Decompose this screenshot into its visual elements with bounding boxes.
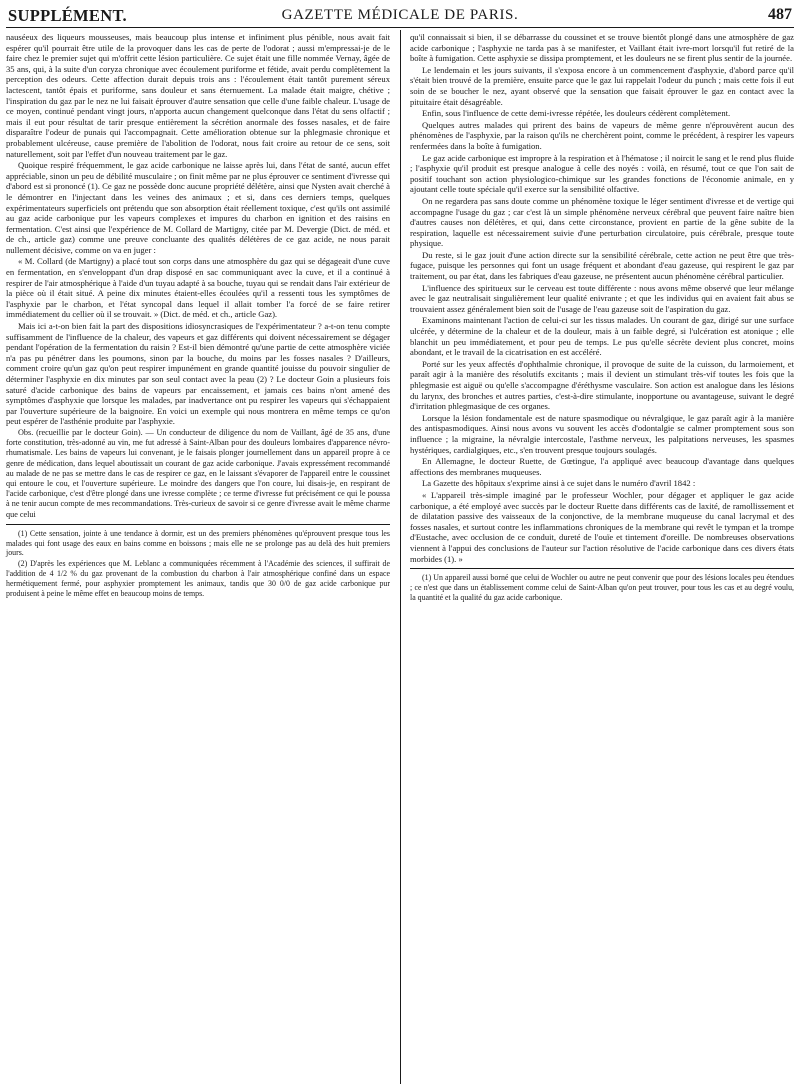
- observation-paragraph: Obs. (recueillie par le docteur Goin). — Un conducteur de diligence du nom de Vaillant, âgé de 35 ans, d'une forte constitution, très-adonné au vin, me fut adressé à Saint-Alban pour des douleurs lombaires d'apparence névro-rhumatismale. Les bains de vapeurs lui convenant, je le faisais plonger journellement dans un appareil propre à ce genre de médication, dans lequel aboutissait un courant de gaz acide carbonique. J'avais expressément recommandé au malade de ne pas se mettre dans le cas de respirer ce gaz, en le laissant s'évaporer de l'appareil entre le coussinet qui entoure le cou, et l'ouverture supérieure. Le moindre des dangers que l'on coure, lui disais-je, en respirant de l'acide carbonique, c'est d'être plongé dans une ivresse complète ; ce terme d'ivresse fut précisément ce qui le poussa à ne tenir aucun compte de mes recommandations. Très-curieux de savoir si ce genre d'ivresse avait le même charme que celui: [6, 427, 390, 519]
- right-paragraph: Enfin, sous l'influence de cette demi-ivresse répétée, les douleurs cédèrent complètement.: [422, 108, 731, 119]
- right-paragraph: L'influence des spiritueux sur le cerveau est toute différente : nous avons même observé que leur mélange avec le gaz neutralisait singulièrement leur qualité enivrante ; et que les individus qui en avaient fait abus se trouvaient assez généralement bien soit de l'usage de l'eau gazeuse soit de l'aspiration du gaz.: [410, 282, 794, 314]
- right-paragraph: Examinons maintenant l'action de celui-ci sur les tissus malades. Un courant de gaz, dirigé sur une surface ulcérée, y détermine de la chaleur et de la douleur, mais à un faible degré, si l'ulcération est atonique ; elle blanchit un peu immédiatement, et pour peu de temps. Le pus qu'elle sécrète devient plus concret, moins abondant, et le travail de la cicatrisation en est accéléré.: [410, 315, 794, 358]
- page-number: 487: [768, 6, 792, 23]
- right-paragraph: qu'il connaissait si bien, il se débarrasse du coussinet et se trouve bientôt plongé dans une atmosphère de gaz acide carbonique ; l'asphyxie ne tarda pas à se manifester, et Vaillant était ivre-mort lorsqu'il fut retiré de la boîte à fumigation. Cette asphyxie se dissipa promptement, et les douleurs ne se firent plus sentir de la journée.: [410, 32, 794, 64]
- right-paragraph: La Gazette des hôpitaux s'exprime ainsi à ce sujet dans le numéro d'avril 1842 :: [422, 478, 696, 489]
- footnote: (1) Un appareil aussi borné que celui de Wochler ou autre ne peut convenir que pour des lésions locales peu étendues ; ce n'est que dans un établissement comme celui de Saint-Alban qu'on peut trouver, pour tous les cas et au degré voulu, la quantité et la qualité du gaz acide carbonique.: [410, 573, 794, 602]
- right-paragraph: En Allemagne, le docteur Ruette, de Gœtingue, l'a appliqué avec beaucoup d'avantage dans quelques affections des membranes muqueuses.: [410, 456, 794, 477]
- supplement-label: SUPPLÉMENT.: [8, 6, 127, 25]
- right-paragraph: Lorsque la lésion fondamentale est de nature spasmodique ou névralgique, le gaz paraît agir à la manière des antispasmodiques. Ainsi nous avons vu souvent les accès d'odontalgie se calmer promptement sous son influence ; la migraine, la névralgie intercostale, l'asthme nerveux, les palpitations nerveuses, les spasmes hystériques, cardialgiques, etc., s'en trouvent presque toujours soulagés.: [410, 412, 794, 455]
- footnote: (2) D'après les expériences que M. Leblanc a communiquées récemment à l'Académie des sciences, il suffirait de l'addition de 4 1/2 % du gaz provenant de la combustion du charbon à l'air atmosphérique confiné dans un espace hermétiquement fermé, pour asphyxier promptement les animaux, tandis que 30 0/0 de gaz acide carbonique pur produisent à peine le même effet en beaucoup moins de temps.: [6, 559, 390, 598]
- footnote-rule: [410, 568, 794, 569]
- right-paragraph: Quelques autres malades qui prirent des bains de vapeurs de même genre n'éprouvèrent aucun des phénomènes de l'asphyxie, par la raison qu'ils ne cherchèrent point, comme le précédent, à respirer les vapeurs renfermées dans la boîte à fumigation.: [410, 119, 794, 151]
- left-paragraph: Quoique respiré fréquemment, le gaz acide carbonique ne laisse après lui, dans l'état de santé, aucun effet appréciable, sinon un peu de débilité musculaire ; on finit même par ne plus éprouver ce sentiment d'ivresse qui d'abord est si prononcé (1). Ce gaz ne possède donc aucune propriété délétère, ainsi que Nysten avait cherché à le démontrer en l'injectant dans les veines des animaux ; et si, dans ces derniers temps, quelques expérimentateurs superficiels ont prétendu que son absorption était réellement toxique, c'est qu'ils ont assimilé au gaz acide carbonique pur les vapeurs complexes et impures du charbon en ignition et des raisins en fermentation. C'est ainsi que l'expérience de M. Collard de Martigny, citée par M. Devergie (Dict. de méd. et de ch., article gaz) comme une preuve concluante des qualités délétères de ce gaz acide, ne nous parait nullement décisive, comme on va en juger :: [6, 160, 390, 255]
- footnote: (1) Cette sensation, jointe à une tendance à dormir, est un des premiers phénomènes qu'éprouvent presque tous les malades qui font usage des eaux en bains comme en boissons ; mais elle ne se prolonge pas au delà des huit premiers jours.: [6, 528, 390, 558]
- column-divider: [400, 30, 401, 1084]
- header-rule: [6, 27, 794, 28]
- page-header: [6, 4, 794, 28]
- left-column: [6, 32, 390, 599]
- right-quote: « L'appareil très-simple imaginé par le professeur Wochler, pour dégager et appliquer le gaz acide carbonique, a été employé avec succès par le docteur Ruette dans différents cas de laxité, de ramollissement et de dilatation passive des vaisseaux de la conjonctive, de la membrane muqueuse du canal lacrymal et des fosses nasales, et surtout contre les inflammations chroniques de la membrane qui revêt le tympan et la trompe d'Eustache, avec occlusion de ce conduit, dureté de l'ouïe et tintement d'oreille. De nombreuses observations viennent à l'appui des conclusions de l'auteur sur l'action résolutive de l'acide carbonique dans ces divers états morbides (1). »: [410, 489, 794, 564]
- newspaper-page: [6, 4, 794, 1088]
- right-paragraph: Du reste, si le gaz jouit d'une action directe sur la sensibilité cérébrale, cette action ne peut être que très-fugace, puisque les personnes qui font un usage fréquent et abondant d'eau gazeuse, qui respirent le gaz par traitement, ou par état, dans les fabriques d'eau gazeuse, ne présentent aucun phénomène cérébral particulier.: [410, 249, 794, 282]
- right-paragraph: On ne regardera pas sans doute comme un phénomène toxique le léger sentiment d'ivresse et de vertige qui accompagne l'usage du gaz ; car c'est là un simple phénomène nerveux cérébral que peuvent faire naître bien d'autres causes non délétères, et qui, dans cette circonstance, provient en partie de la gêne subite de la respiration, laquelle est nécessairement suivie d'une perturbation circulatoire, puis cérébrale, presque toute physique.: [410, 195, 794, 249]
- right-paragraph: Le lendemain et les jours suivants, il s'exposa encore à un commencement d'asphyxie, d'abord parce qu'il s'était bien trouvé de la première, ensuite parce que le gaz lui rappelait l'odeur du punch ; mais cette fois il eut soin de se boucher le nez, ayant observé que la sensation que faisait éprouver le gaz en contact avec la pituitaire était désagréable.: [410, 64, 794, 107]
- left-paragraph: nauséeux des liqueurs mousseuses, mais beaucoup plus intense et infiniment plus pénible, nous avait fait espérer qu'il pourrait être utile de la provoquer dans les cas de perte de l'odorat ; aussi m'empressai-je de le faire chez le premier sujet qui m'offrit cette lésion particulière. Ce sujet était une fille nommée Vernay, âgée de 35 ans, qui, à la suite d'un coryza chronique avec écoulement puriforme et fétide, avait perdu complètement la perception des odeurs. Cette affection durait depuis trois ans : l'écoulement était tantôt purement séreux lactescent, tantôt épais et puriforme, sans douleur et sans éternuement. La malade était maigre, chétive ; l'inspiration du gaz par le nez ne lui faisait éprouver d'autre sensation que celle d'une faible chaleur. L'usage de ce moyen, continué pendant vingt jours, n'apporta aucun changement quelconque dans l'état du sens olfactif ; mais il eut pour résultat de tarir presque entièrement la sécrétion anormale des fosses nasales, et de faire disparaître l'odeur de punais qui l'accompagnait. Cette amélioration obtenue sur la phlegmasie chronique et probablement ulcéreuse, cause première de l'abolition de l'odorat, nous fait croire au retour de ce sens, soit naturellement, soit par l'effet d'un nouveau traitement par le gaz.: [6, 32, 390, 159]
- footnote-rule: [6, 524, 390, 525]
- left-paragraph: Mais ici a-t-on bien fait la part des dispositions idiosyncrasiques de l'expérimentateur ? a-t-on tenu compte suffisamment de l'influence de la chaleur, des vapeurs et gaz différents qui doivent nécessairement se dégager pendant l'opération de la fermentation du raisin ? Est-il bien démontré qu'une partie de cette atmosphère viciée n'a pas pu pénétrer dans les poumons, sinon par la bouche, du moins par les fosses nasales ? D'ailleurs, comment croire qu'un gaz qu'on peut respirer impunément en grande quantité jouisse du pouvoir singulier de déterminer l'asphyxie en dix minutes par son seul contact avec la peau (2) ? Le docteur Goin a plusieurs fois saturé d'acide carbonique des bains de vapeurs par encaissement, et jamais ces bains n'ont amené des symptômes d'asphyxie que lorsque les malades, par inadvertance ont pu respirer les vapeurs qui s'échappaient par l'ouverture supérieure de la baignoire. En voici un exemple qui nous montrera en même temps ce qu'on peut espérer de l'asthénie produite par l'asphyxie.: [6, 321, 390, 427]
- right-paragraph: Le gaz acide carbonique est impropre à la respiration et à l'hématose ; il noircit le sang et le rend plus fluide ; l'asphyxie qu'il produit est presque analogue à celle des noyés : voilà, en résumé, tout ce que l'on sait de positif touchant son action physiologico-chimique sur les grandes fonctions de l'économie animale, en y ajoutant celle toute spéciale qu'il exerce sur la sensibilité olfactive.: [410, 152, 794, 195]
- journal-title: GAZETTE MÉDICALE DE PARIS.: [281, 7, 519, 23]
- right-paragraph: Porté sur les yeux affectés d'ophthalmie chronique, il provoque de suite de la cuisson, du larmoiement, et paraît agir à la manière des résolutifs excitants ; mais il devient un stimulant très-vif toutes les fois que la phlegmasie est aiguë ou qu'elle s'accompagne d'éréthysme vasculaire. Son action est analogue dans les lésions du larynx, des bronches et autres parties, c'est-à-dire stimulante, inopportune ou avantageuse, suivant le degré d'irritation phlegmasique de ces organes.: [410, 358, 794, 412]
- left-quote: « M. Collard (de Martigny) a placé tout son corps dans une atmosphère du gaz qui se dégageait d'une cuve en fermentation, en s'enveloppant d'un drap disposé en sac communiquant avec la cuve, et il a continué à respirer de l'air atmosphérique à l'aide d'un tuyau adapté à sa bouche, tuyau qui se rendait dans l'air extérieur de la pièce où il était situé. A peine dix minutes étaient-elles écoulées qu'il a ressenti tous les symptômes de l'asphyxie par le charbon, et l'état syncopal dans lequel il allait tomber l'a forcé de se faire retirer immédiatement du cellier où il se trouvait. » (Dict. de méd. et ch., article Gaz).: [6, 256, 390, 320]
- right-column: [410, 32, 794, 603]
